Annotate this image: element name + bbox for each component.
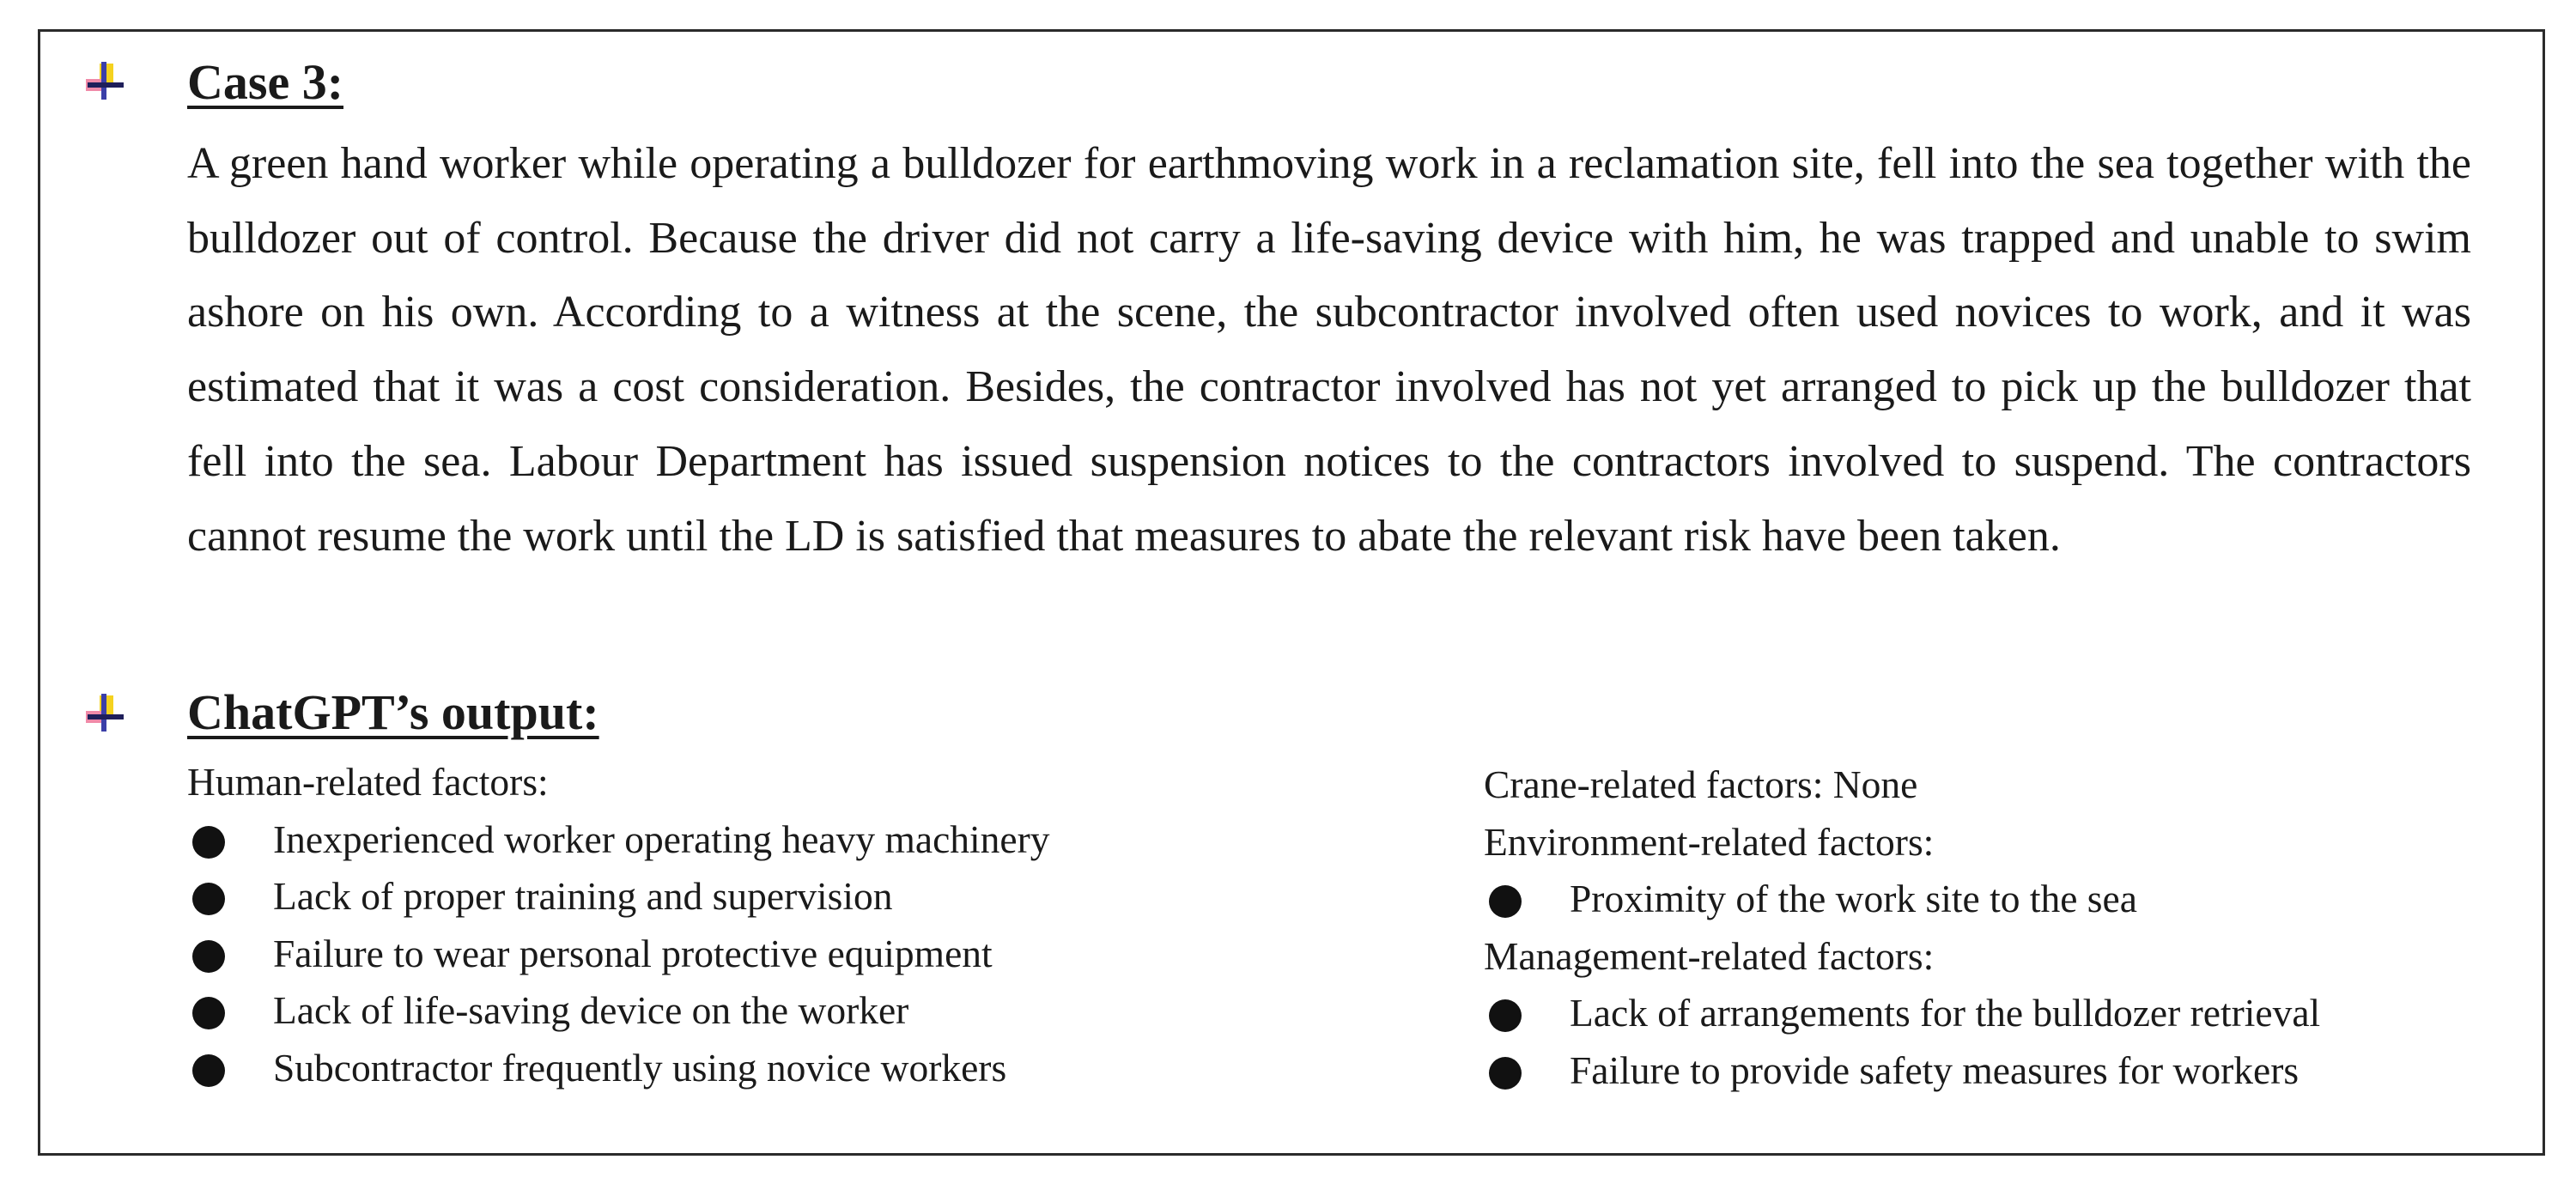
bullet-icon — [1489, 885, 1522, 918]
bullet-icon — [192, 997, 225, 1029]
list-item: Subcontractor frequently using novice workers — [187, 1040, 1050, 1097]
bullet-icon — [192, 883, 225, 915]
other-factors-column — [1484, 756, 2320, 1099]
list-item: Lack of proper training and supervision — [187, 868, 1050, 926]
list-item: Lack of arrangements for the bulldozer retrieval — [1484, 985, 2320, 1042]
bullet-icon — [1489, 1057, 1522, 1090]
bullet-icon — [192, 826, 225, 859]
bullet-icon — [192, 940, 225, 973]
case-description: A green hand worker while operating a bulldozer for earthmoving work in a reclamation site, fell into the sea together with the bulldozer out of control. Because the driver did not carry a life-saving device with him, he was trapped and unable to swim ashore on his own. According to a witness at the scene, the subcontractor involved often used novices to work, and it was estimated that it was a cost consideration. Besides, the contractor involved has not yet arranged to pick up the bulldozer that fell into the sea. Labour Department has issued suspension notices to the contractors involved to suspend. The contractors cannot resume the work until the LD is satisfied that measures to abate the relevant risk have been taken. — [187, 139, 2471, 561]
output-heading: ChatGPT’s output: — [187, 684, 599, 740]
bullet-icon — [192, 1054, 225, 1087]
list-item: Failure to provide safety measures for workers — [1484, 1042, 2320, 1100]
list-item: Proximity of the work site to the sea — [1484, 871, 2320, 928]
case-heading: Case 3: — [187, 54, 344, 110]
plus-cross-icon — [82, 60, 125, 103]
bullet-icon — [1489, 999, 1522, 1032]
environment-factors-title: Environment-related factors: — [1484, 819, 1935, 864]
list-item: Failure to wear personal protective equipment — [187, 926, 1050, 983]
human-factors-column — [187, 754, 1050, 1096]
human-factors-title: Human-related factors: — [187, 760, 549, 804]
list-item: Inexperienced worker operating heavy machinery — [187, 811, 1050, 869]
plus-cross-icon — [82, 692, 125, 735]
list-item: Lack of life-saving device on the worker — [187, 982, 1050, 1040]
management-factors-title: Management-related factors: — [1484, 933, 1935, 978]
crane-factors: Crane-related factors: None — [1484, 762, 1918, 806]
